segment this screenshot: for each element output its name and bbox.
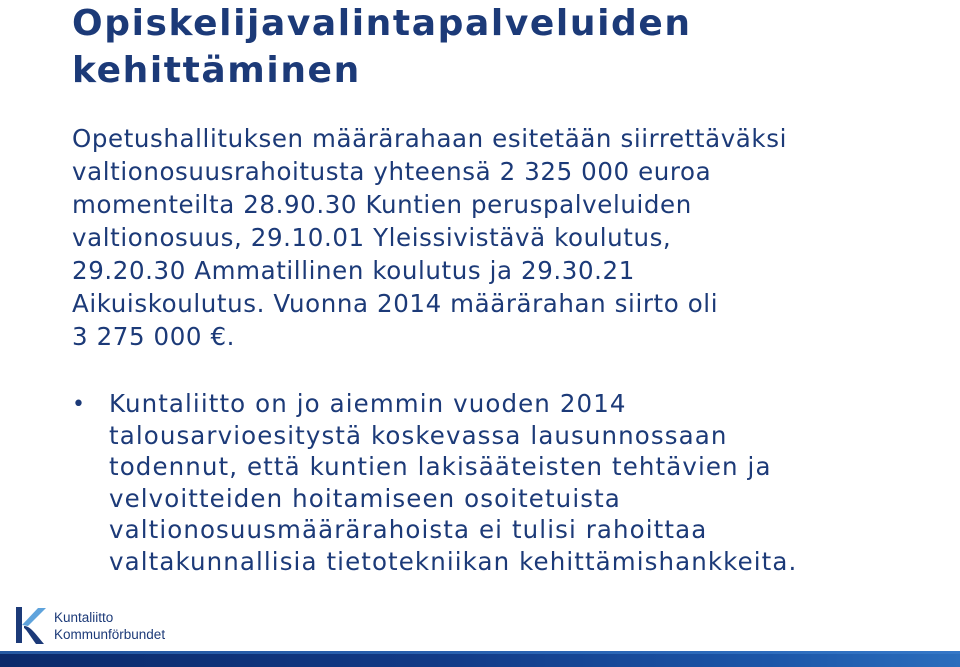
bullet-line: valtakunnallisia tietotekniikan kehittämishankkeita. xyxy=(109,546,798,576)
footer-band-accent xyxy=(0,651,960,654)
bullet-line: valtionosuusmäärärahoista ei tulisi rahoittaa xyxy=(109,515,708,544)
paragraph-line: valtionosuus, 29.10.01 Yleissivistävä koulutus, xyxy=(72,223,672,252)
slide-title-line-1: Opiskelijavalintapalveluiden xyxy=(72,3,692,44)
logo-text xyxy=(54,609,165,643)
paragraph-line: valtionosuusrahoitusta yhteensä 2 325 000 euroa xyxy=(72,157,712,186)
logo-name-swedish: Kommunförbundet xyxy=(54,627,166,642)
logo-name-finnish: Kuntaliitto xyxy=(54,610,114,625)
paragraph-line: Aikuiskoulutus. Vuonna 2014 määrärahan siirto oli xyxy=(72,289,719,318)
bullet-line: talousarvioesitystä koskevassa lausunnossaan xyxy=(109,420,728,450)
bullet-line: todennut, että kuntien lakisääteisten tehtävien ja xyxy=(109,452,772,481)
slide-title xyxy=(72,0,932,94)
paragraph-line: 3 275 000 €. xyxy=(72,322,236,351)
paragraph-line: 29.20.30 Ammatillinen koulutus ja 29.30.21 xyxy=(72,256,635,285)
bullet-line: Kuntaliitto on jo aiemmin vuoden 2014 xyxy=(109,389,627,418)
paragraph-line: momenteilta 28.90.30 Kuntien peruspalveluiden xyxy=(72,190,692,219)
footer-band xyxy=(0,651,960,667)
body-paragraph xyxy=(72,122,942,353)
kuntaliitto-k-logo-icon xyxy=(14,604,50,648)
paragraph-line: Opetushallituksen määrärahaan esitetään siirrettäväksi xyxy=(72,124,787,153)
bullet-text xyxy=(109,388,797,577)
bullet-point-icon: • xyxy=(72,392,85,417)
bullet-line: velvoitteiden hoitamiseen osoitetuista xyxy=(109,483,621,513)
slide-title-line-2: kehittäminen xyxy=(72,50,361,91)
kuntaliitto-logo xyxy=(14,604,214,648)
